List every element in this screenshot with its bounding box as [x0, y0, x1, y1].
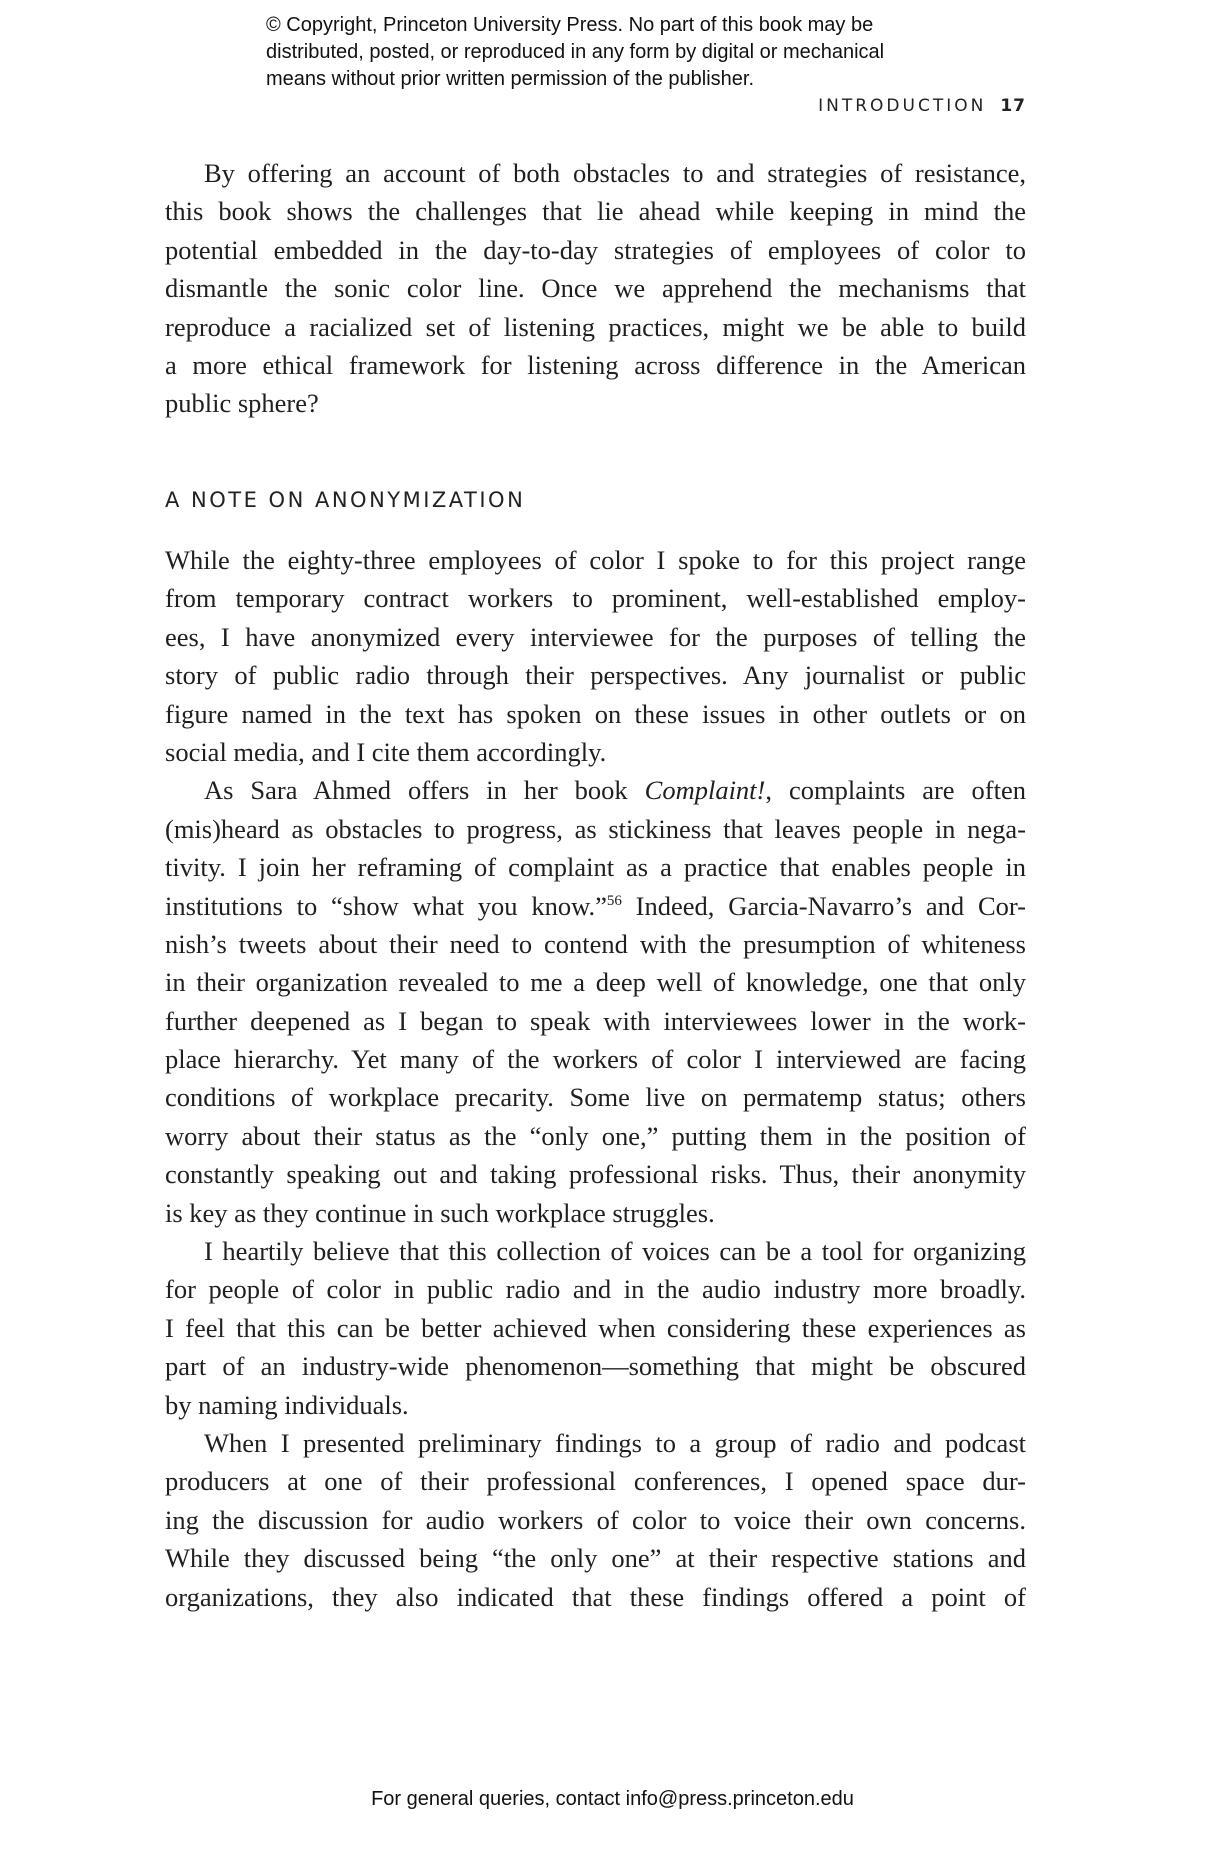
text-line: figure named in the text has spoken on these issues in other outlets or on	[165, 698, 1026, 729]
text-line: ing the discussion for audio workers of color to voice their own concerns.	[165, 1504, 1026, 1535]
text-line: is key as they continue in such workplace struggles.	[165, 1197, 715, 1228]
copyright-line: © Copyright, Princeton University Press. No part of this book may be	[266, 14, 874, 36]
text-line: I heartily believe that this collection of voices can be a tool for organizing	[204, 1236, 1026, 1267]
paragraph	[165, 541, 1026, 771]
text-line: public sphere?	[165, 388, 319, 419]
running-head-title: INTRODUCTION	[818, 96, 987, 116]
text-line: constantly speaking out and taking professional risks. Thus, their anonymity	[165, 1159, 1026, 1190]
text-line: from temporary contract workers to prominent, well-established employ-	[165, 583, 1026, 614]
text-line: potential embedded in the day-to-day strategies of employees of color to	[165, 234, 1026, 265]
copyright-notice	[266, 12, 884, 93]
paragraph	[165, 154, 1026, 423]
book-title: Complaint!	[644, 775, 766, 806]
body-text-anonymization	[165, 541, 1026, 1616]
copyright-line: distributed, posted, or reproduced in any form by digital or mechanical	[266, 41, 885, 63]
text-line: social media, and I cite them accordingly.	[165, 736, 607, 767]
text-line: While the eighty-three employees of color I spoke to for this project range	[165, 545, 1026, 575]
section-heading: A NOTE ON ANONYMIZATION	[165, 488, 526, 512]
text-line: By offering an account of both obstacles to and strategies of resistance,	[204, 158, 1026, 188]
text-line: producers at one of their professional conferences, I opened space dur-	[165, 1466, 1026, 1497]
text-line: part of an industry-wide phenomenon—something that might be obscured	[165, 1351, 1026, 1382]
footnote-ref[interactable]: 56	[606, 892, 622, 909]
text-line: reproduce a racialized set of listening practices, might we be able to build	[165, 311, 1026, 342]
body-text-intro	[165, 154, 1026, 423]
text-line: nish’s tweets about their need to contend with the presumption of whiteness	[165, 928, 1026, 959]
text-line: for people of color in public radio and in the audio industry more broadly.	[165, 1274, 1026, 1305]
text-line: a more ethical framework for listening across difference in the American	[165, 349, 1026, 380]
page-number: 17	[1000, 96, 1026, 116]
text-line: I feel that this can be better achieved when considering these experiences as	[165, 1312, 1026, 1343]
text-line: this book shows the challenges that lie ahead while keeping in mind the	[165, 196, 1026, 227]
paragraph	[165, 1232, 1026, 1424]
text-line: When I presented preliminary findings to a group of radio and podcast	[204, 1427, 1026, 1458]
copyright-line: means without prior written permission of the publisher.	[266, 68, 755, 90]
text-line: While they discussed being “the only one” at their respective stations and	[165, 1543, 1026, 1574]
text-line: place hierarchy. Yet many of the workers of color I interviewed are facing	[165, 1044, 1026, 1075]
text-line: organizations, they also indicated that these findings offered a point of	[165, 1581, 1026, 1612]
text-line: by naming individuals.	[165, 1389, 409, 1420]
paragraph	[165, 1424, 1026, 1616]
text-line: further deepened as I began to speak with interviewees lower in the work-	[165, 1005, 1026, 1036]
text-line: conditions of workplace precarity. Some live on permatemp status; others	[165, 1082, 1026, 1113]
running-head	[818, 96, 1026, 116]
footer-contact: For general queries, contact info@press.princeton.edu	[371, 1788, 854, 1810]
text-line: As Sara Ahmed offers in her book Complaint!, complaints are often	[204, 775, 1026, 806]
text-line: dismantle the sonic color line. Once we apprehend the mechanisms that	[165, 273, 1026, 304]
text-line: institutions to “show what you know.”$^{56}$ Indeed, Garcia-Navarro’s and Cor-	[165, 890, 1026, 921]
text-line: in their organization revealed to me a deep well of knowledge, one that only	[165, 967, 1026, 998]
text-line: (mis)heard as obstacles to progress, as stickiness that leaves people in nega-	[165, 813, 1026, 844]
text-line: ees, I have anonymized every interviewee for the purposes of telling the	[165, 621, 1026, 652]
paragraph	[165, 771, 1026, 1232]
text-line: story of public radio through their perspectives. Any journalist or public	[165, 660, 1026, 691]
text-line: tivity. I join her reframing of complaint as a practice that enables people in	[165, 852, 1026, 883]
text-line: worry about their status as the “only one,” putting them in the position of	[165, 1120, 1026, 1151]
